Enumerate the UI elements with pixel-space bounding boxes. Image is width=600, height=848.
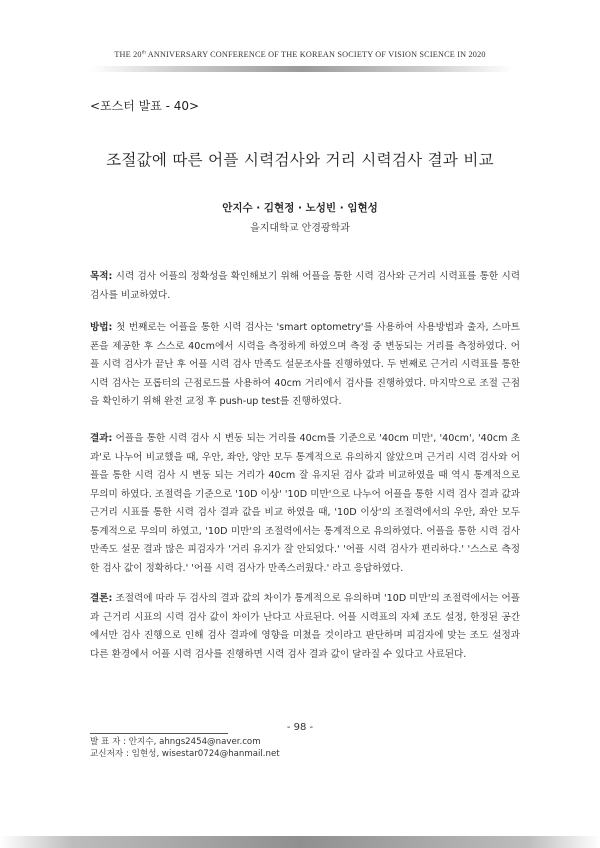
bottom-band xyxy=(0,836,600,848)
section-conclusion-lead: 결론: xyxy=(90,593,113,604)
section-conclusion xyxy=(90,590,520,664)
footnote-corresponding: 교신저자 : 임현성, wisestar0724@hanmail.net xyxy=(90,749,280,759)
affiliation: 을지대학교 안경광학과 xyxy=(250,223,350,234)
section-result-lead: 결과: xyxy=(90,433,113,444)
author-list: 안지수 · 김현정 · 노성빈 · 임현성 xyxy=(222,202,378,214)
footnote-presenter: 발 표 자 : 안지수, ahngs2454@naver.com xyxy=(90,737,261,747)
conference-header-suffix: ANNIVERSARY CONFERENCE OF THE KOREAN SOCIETY OF VISION SCIENCE IN 2020 xyxy=(145,50,486,59)
header-rule xyxy=(90,66,514,72)
conference-header xyxy=(0,50,600,59)
footnote-rule xyxy=(90,733,228,734)
poster-label: <포스터 발표 - 40> xyxy=(90,99,200,113)
section-method xyxy=(90,319,520,412)
conference-header-prefix: THE 20 xyxy=(114,50,142,59)
page-number: - 98 - xyxy=(286,722,314,733)
section-conclusion-text: 조절력에 따라 두 검사의 결과 값의 차이가 통계적으로 유의하며 '10D 미만'의 조절력에서는 어플과 근거리 시표의 시력 검사 값이 차이가 난다고 사료된다. 어플 시력표의 자체 조도 설정, 한정된 공간에서만 검사 진행으로 인해 검사 결과에 영향을 미쳤을 것이라고 판단하며 피검자에 맞는 조도 설정과 다른 환경에서 어플 시력 검사를 진행하면 시력 검사 결과 값이 달라질 수 있다고 사료된다. xyxy=(90,593,520,660)
section-result-text: 어플을 통한 시력 검사 시 변동 되는 거리를 40cm를 기준으로 '40cm 미만', '40cm', '40cm 초과'로 나누어 비교했을 때, 우안, 좌안, 양안 모두 통계적으로 유의하지 않았으며 근거리 시력 검사와 어플을 통한 시력 검사 시 변동 되는 거리가 40cm 잘 유지된 검사 값과 비교하였을 때 역시 통계적으로 무의미 하였다. 조절력을 기준으로 '10D 이상' '10D 미만'으로 나누어 어플을 통한 시력 검사 결과 값과 근거리 시표를 통한 시력 검사 결과 값을 비교 하였을 때, '10D 이상'의 조절력에서의 우안, 좌안 모두 통계적으로 무의미 하였고, '10D 미만'의 조절력에서는 통계적으로 유의하였다. 어플을 통한 시력 검사 만족도 설문 결과 많은 피검자가 '거리 유지가 잘 안되었다.' '어플 시력 검사가 편리하다.' '스스로 측정한 검사 값이 정확하다.' '어플 시력 검사가 만족스러웠다.' 라고 응답하였다. xyxy=(90,433,520,574)
section-method-text: 첫 번째로는 어플을 통한 시력 검사는 'smart optometry'를 사용하여 사용방법과 출자, 스마트폰을 제공한 후 스스로 40cm에서 시력을 측정하게 하였으며 측정 중 변동되는 거리를 측정하였다. 어플 시력 검사가 끝난 후 어플 시력 검사 만족도 설문조사를 진행하였다. 두 번째로 근거리 시력표를 통한 시력 검사는 포롭터의 근점로드를 사용하여 40cm 거리에서 검사를 진행하였다. 마지막으로 조절 근점을 확인하기 위해 완전 교정 후 push-up test를 진행하였다. xyxy=(90,322,520,407)
section-purpose-text: 시력 검사 어플의 정확성을 확인해보기 위해 어플을 통한 시력 검사와 근거리 시력표를 통한 시력검사를 비교하였다. xyxy=(90,271,520,301)
conference-header-ordinal: th xyxy=(141,50,146,56)
section-method-lead: 방법: xyxy=(90,322,113,333)
paper-title: 조절값에 따른 어플 시력검사와 거리 시력검사 결과 비교 xyxy=(106,151,494,169)
section-purpose xyxy=(90,268,520,305)
section-result xyxy=(90,430,520,578)
section-purpose-lead: 목적: xyxy=(90,271,113,282)
